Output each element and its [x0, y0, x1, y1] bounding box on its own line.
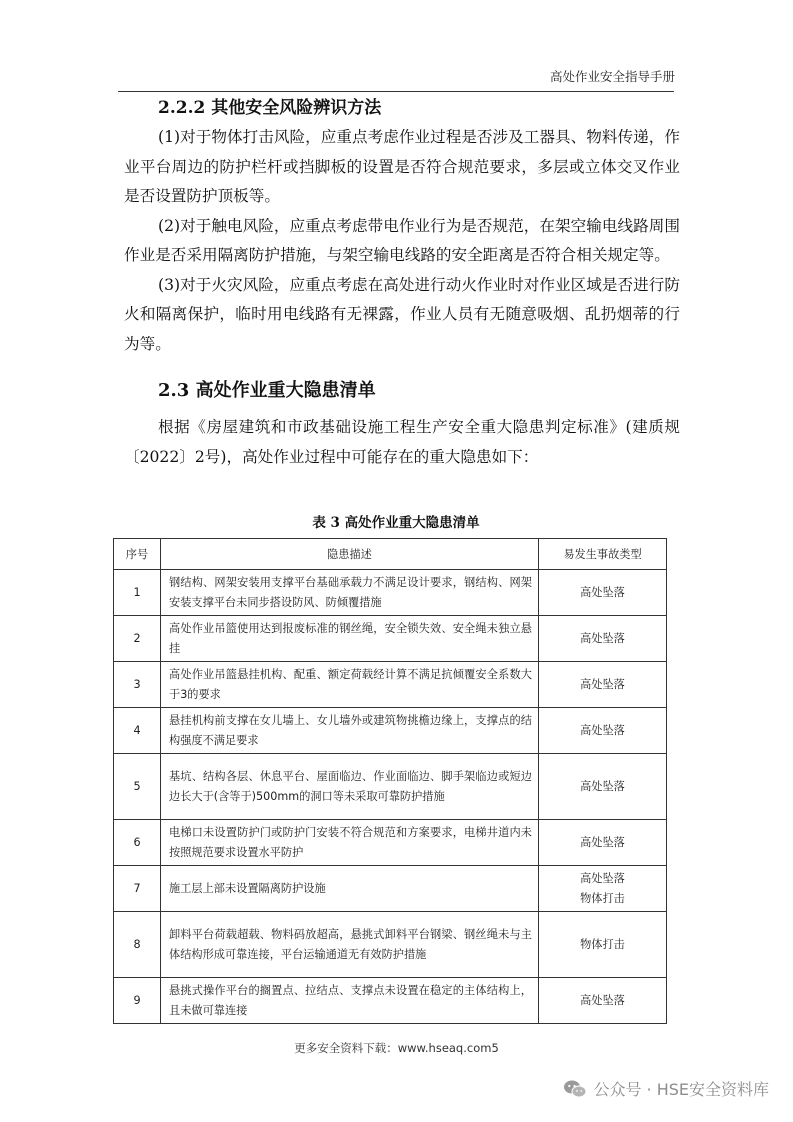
- row-no: 5: [114, 754, 161, 820]
- table-row: [114, 820, 667, 866]
- row-no: 6: [114, 820, 161, 866]
- wechat-icon: [563, 1079, 587, 1099]
- header-rule: [118, 91, 674, 92]
- table-row: [114, 866, 667, 912]
- header-title: 高处作业安全指导手册: [549, 69, 675, 84]
- row-description: 电梯口未设置防护门或防护门安装不符合规范和方案要求，电梯井道内未按照规范要求设置水平防护: [161, 820, 539, 866]
- table-row: [114, 912, 667, 978]
- row-description: 悬挂机构前支撑在女儿墙上、女儿墙外或建筑物挑檐边缘上，支撑点的结构强度不满足要求: [161, 708, 539, 754]
- paragraph-intro: 根据《房屋建筑和市政基础设施工程生产安全重大隐患判定标准》(建质规〔2022〕2号)，高处作业过程中可能存在的重大隐患如下：: [124, 418, 680, 466]
- row-no: 9: [114, 978, 161, 1024]
- accident-type: 高处坠落: [580, 723, 625, 737]
- watermark: [563, 1077, 769, 1100]
- row-accident-type: [539, 708, 667, 754]
- watermark-text: 公众号 · HSE安全资料库: [593, 1080, 769, 1099]
- accident-type: 高处坠落: [580, 993, 625, 1007]
- body-content: [124, 93, 680, 472]
- footer-download-link[interactable]: 更多安全资料下载：www.hseaq.com5: [294, 1041, 499, 1055]
- row-accident-type: [539, 820, 667, 866]
- row-no: 1: [114, 570, 161, 616]
- row-description: 卸料平台荷载超载、物料码放超高，悬挑式卸料平台钢梁、钢丝绳未与主体结构形成可靠连接，平台运输通道无有效防护措施: [161, 912, 539, 978]
- accident-type: 高处坠落: [580, 871, 625, 885]
- table-row: [114, 616, 667, 662]
- row-accident-type: [539, 866, 667, 912]
- row-description: 悬挑式操作平台的搁置点、拉结点、支撑点未设置在稳定的主体结构上，且未做可靠连接: [161, 978, 539, 1024]
- heading-2-2-2: 2.2.2 其他安全风险辨识方法: [158, 98, 382, 118]
- table-row: [114, 570, 667, 616]
- accident-type: 物体打击: [580, 937, 625, 951]
- accident-type: 高处坠落: [580, 779, 625, 793]
- paragraph-electric-shock: (2)对于触电风险，应重点考虑带电作业行为是否规范，在架空输电线路周围作业是否采用隔离防护措施，与架空输电线路的安全距离是否符合相关规定等。: [124, 216, 680, 264]
- table-row: [114, 662, 667, 708]
- table-row: [114, 708, 667, 754]
- accident-type: 高处坠落: [580, 585, 625, 599]
- row-description: 高处作业吊篮使用达到报废标准的钢丝绳，安全锁失效、安全绳未独立悬挂: [161, 616, 539, 662]
- header-description: 隐患描述: [161, 539, 539, 570]
- header-accident-type: 易发生事故类型: [539, 539, 667, 570]
- accident-type: 高处坠落: [580, 677, 625, 691]
- row-no: 7: [114, 866, 161, 912]
- row-accident-type: [539, 570, 667, 616]
- table-caption: 表 3 高处作业重大隐患清单: [312, 515, 480, 531]
- row-description: 钢结构、网架安装用支撑平台基础承载力不满足设计要求，钢结构、网架安装支撑平台未同步搭设防风、防倾覆措施: [161, 570, 539, 616]
- row-description: 基坑、结构各层、休息平台、屋面临边、作业面临边、脚手架临边或短边边长大于(含等于)500mm的洞口等未采取可靠防护措施: [161, 754, 539, 820]
- row-accident-type: [539, 662, 667, 708]
- hazard-table: [113, 538, 667, 1024]
- row-description: 高处作业吊篮悬挂机构、配重、额定荷载经计算不满足抗倾覆安全系数大于3的要求: [161, 662, 539, 708]
- row-no: 3: [114, 662, 161, 708]
- row-accident-type: [539, 754, 667, 820]
- row-no: 8: [114, 912, 161, 978]
- table-row: [114, 754, 667, 820]
- accident-type: 物体打击: [580, 891, 625, 905]
- row-accident-type: [539, 978, 667, 1024]
- row-accident-type: [539, 616, 667, 662]
- table-header-row: [114, 539, 667, 570]
- paragraph-object-strike: (1)对于物体打击风险，应重点考虑作业过程是否涉及工器具、物料传递，作业平台周边的防护栏杆或挡脚板的设置是否符合规范要求，多层或立体交叉作业是否设置防护顶板等。: [124, 128, 680, 205]
- header-no: 序号: [114, 539, 161, 570]
- accident-type: 高处坠落: [580, 835, 625, 849]
- row-accident-type: [539, 912, 667, 978]
- row-description: 施工层上部未设置隔离防护设施: [161, 866, 539, 912]
- heading-2-3: 2.3 高处作业重大隐患清单: [158, 380, 376, 401]
- paragraph-fire: (3)对于火灾风险，应重点考虑在高处进行动火作业时对作业区域是否进行防火和隔离保护，临时用电线路有无裸露，作业人员有无随意吸烟、乱扔烟蒂的行为等。: [124, 275, 680, 353]
- row-no: 2: [114, 616, 161, 662]
- row-no: 4: [114, 708, 161, 754]
- accident-type: 高处坠落: [580, 631, 625, 645]
- table-row: [114, 978, 667, 1024]
